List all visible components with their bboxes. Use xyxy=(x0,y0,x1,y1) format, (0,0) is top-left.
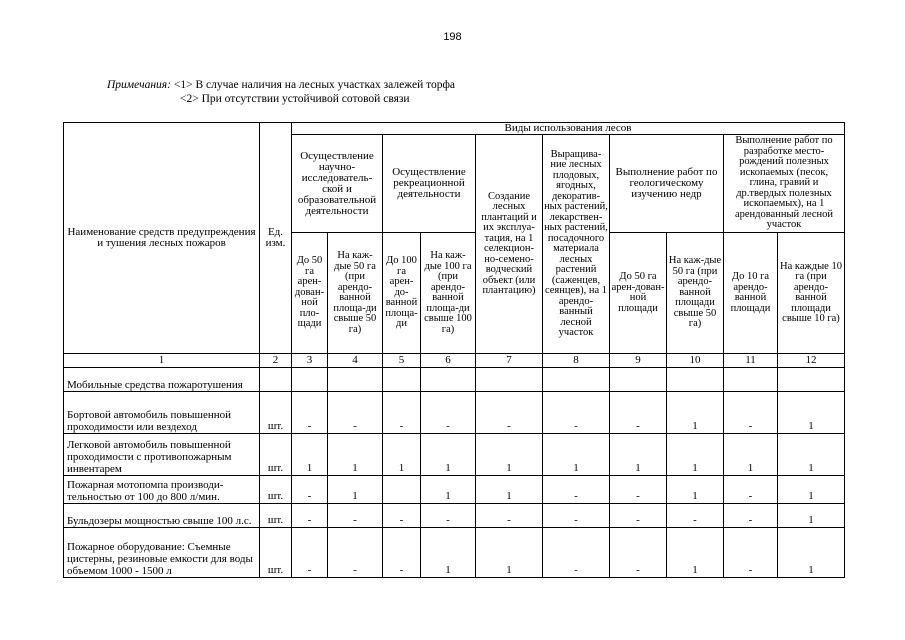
column-number: 1 xyxy=(64,354,260,368)
value-cell: - xyxy=(724,476,778,504)
column-number: 12 xyxy=(778,354,845,368)
unit-cell xyxy=(260,368,292,392)
value-cell: 1 xyxy=(383,434,421,476)
column-number: 2 xyxy=(260,354,292,368)
value-cell xyxy=(476,368,543,392)
unit-cell: шт. xyxy=(260,434,292,476)
value-cell: - xyxy=(383,504,421,528)
value-cell: - xyxy=(610,504,667,528)
unit-cell: шт. xyxy=(260,528,292,578)
column-number: 5 xyxy=(383,354,421,368)
unit-cell: шт. xyxy=(260,476,292,504)
value-cell: - xyxy=(292,504,328,528)
value-cell xyxy=(543,368,610,392)
subheader-c10: На каж-дые 50 га (при арендо-ванной площади свыше 50 га) xyxy=(667,233,724,354)
column-number: 10 xyxy=(667,354,724,368)
value-cell: - xyxy=(421,392,476,434)
value-cell: - xyxy=(328,504,383,528)
value-cell: 1 xyxy=(667,434,724,476)
value-cell: - xyxy=(476,504,543,528)
value-cell: 1 xyxy=(610,434,667,476)
value-cell: 1 xyxy=(476,528,543,578)
column-number: 9 xyxy=(610,354,667,368)
value-cell: - xyxy=(292,392,328,434)
value-cell: - xyxy=(383,528,421,578)
column-number: 7 xyxy=(476,354,543,368)
value-cell: 1 xyxy=(778,434,845,476)
value-cell: - xyxy=(383,392,421,434)
header-group-forest-use: Виды использования лесов xyxy=(292,123,845,135)
value-cell: - xyxy=(328,392,383,434)
column-number: 8 xyxy=(543,354,610,368)
value-cell: - xyxy=(543,528,610,578)
value-cell xyxy=(778,368,845,392)
value-cell: - xyxy=(667,504,724,528)
equipment-name: Мобильные средства пожаротушения xyxy=(64,368,260,392)
header-research: Осуществление научно-исследователь-ской и образовательной деятельности xyxy=(292,135,383,233)
subheader-c12: На каждые 10 га (при арендо-ванной площади свыше 10 га) xyxy=(778,233,845,354)
value-cell: 1 xyxy=(328,434,383,476)
value-cell: - xyxy=(328,528,383,578)
value-cell: 1 xyxy=(421,476,476,504)
column-number: 4 xyxy=(328,354,383,368)
subheader-c6: На каж-дые 100 га (при арендо-ванной площа-ди свыше 100 га) xyxy=(421,233,476,354)
value-cell xyxy=(328,368,383,392)
header-growing: Выращива-ние лесных плодовых, ягодных, декоратив-ных растений, лекарствен-ных растений, посадочного материала лесных растений (саженцев, сеянцев), на 1 арендо-ванный лесной участок xyxy=(543,135,610,354)
subheader-c3: До 50 га арен-дован-ной пло-щади xyxy=(292,233,328,354)
value-cell: - xyxy=(610,528,667,578)
equipment-name: Пожарная мотопомпа производи-тельностью от 100 до 800 л/мин. xyxy=(64,476,260,504)
page-number: 198 xyxy=(443,31,462,43)
value-cell xyxy=(667,368,724,392)
value-cell: 1 xyxy=(421,434,476,476)
subheader-c11: До 10 га арендо-ванной площади xyxy=(724,233,778,354)
table-row xyxy=(64,504,845,528)
subheader-c9: До 50 га арен-дован-ной площади xyxy=(610,233,667,354)
equipment-name: Пожарное оборудование: Съемные цистерны, резиновые емкости для воды объемом 1000 - 1500 л xyxy=(64,528,260,578)
equipment-name: Бортовой автомобиль повышенной проходимости или вездеход xyxy=(64,392,260,434)
value-cell: 1 xyxy=(543,434,610,476)
value-cell: - xyxy=(724,392,778,434)
column-number: 3 xyxy=(292,354,328,368)
value-cell: - xyxy=(421,504,476,528)
column-number: 6 xyxy=(421,354,476,368)
value-cell xyxy=(610,368,667,392)
value-cell: - xyxy=(724,528,778,578)
value-cell: 1 xyxy=(778,504,845,528)
subheader-c4: На каж-дые 50 га (при арендо-ванной площа-ди свыше 50 га) xyxy=(328,233,383,354)
header-unit-col: Ед. изм. xyxy=(260,123,292,354)
value-cell: 1 xyxy=(778,528,845,578)
value-cell: - xyxy=(543,504,610,528)
value-cell: 1 xyxy=(476,476,543,504)
table-row xyxy=(64,528,845,578)
value-cell: 1 xyxy=(724,434,778,476)
value-cell: 1 xyxy=(476,434,543,476)
subheader-c5: До 100 га арен-до-ванной площа-ди xyxy=(383,233,421,354)
column-number: 11 xyxy=(724,354,778,368)
value-cell xyxy=(421,368,476,392)
value-cell xyxy=(383,368,421,392)
value-cell: 1 xyxy=(667,476,724,504)
value-cell xyxy=(724,368,778,392)
value-cell xyxy=(292,368,328,392)
header-recreation: Осуществление рекреационной деятельности xyxy=(383,135,476,233)
note-line-1 xyxy=(107,78,455,92)
value-cell xyxy=(383,476,421,504)
notes-label: Примечания: xyxy=(107,79,171,91)
value-cell: - xyxy=(292,528,328,578)
value-cell: 1 xyxy=(667,528,724,578)
value-cell: - xyxy=(543,392,610,434)
value-cell: 1 xyxy=(778,392,845,434)
value-cell: - xyxy=(610,392,667,434)
value-cell: - xyxy=(543,476,610,504)
unit-cell: шт. xyxy=(260,504,292,528)
value-cell: - xyxy=(610,476,667,504)
table-row xyxy=(64,476,845,504)
header-geology: Выполнение работ по геологическому изучению недр xyxy=(610,135,724,233)
equipment-name: Бульдозеры мощностью свыше 100 л.с. xyxy=(64,504,260,528)
unit-cell: шт. xyxy=(260,392,292,434)
notes-block xyxy=(107,78,455,106)
value-cell: - xyxy=(724,504,778,528)
fire-equipment-table xyxy=(63,122,845,578)
value-cell: - xyxy=(476,392,543,434)
table-row xyxy=(64,434,845,476)
value-cell: 1 xyxy=(778,476,845,504)
header-mining: Выполнение работ по разработке место-рождений полезных ископаемых (песок, глина, гравий и др.твердых полезных ископаемых), на 1 арендованный лесной участок xyxy=(724,135,845,233)
note-line-2: <2> При отсутствии устойчивой сотовой связи xyxy=(180,93,410,105)
column-number-row xyxy=(64,354,845,368)
value-cell: - xyxy=(292,476,328,504)
table-row xyxy=(64,368,845,392)
value-cell: 1 xyxy=(667,392,724,434)
value-cell: 1 xyxy=(292,434,328,476)
value-cell: 1 xyxy=(328,476,383,504)
equipment-name: Легковой автомобиль повышенной проходимости с противопожарным инвентарем xyxy=(64,434,260,476)
header-plantations: Создание лесных плантаций и их эксплуа-тация, на 1 селекцион-но-семено-водческий объект (или плантацию) xyxy=(476,135,543,354)
value-cell: 1 xyxy=(421,528,476,578)
table-row xyxy=(64,392,845,434)
note-1-text: <1> В случае наличия на лесных участках залежей торфа xyxy=(173,79,456,91)
header-name-col: Наименование средств предупреждения и тушения лесных пожаров xyxy=(64,123,260,354)
